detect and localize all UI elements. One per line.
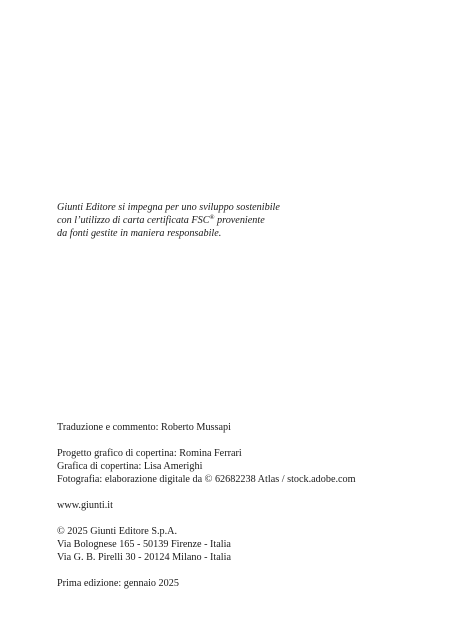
spacer [57,434,417,447]
registered-mark: ® [209,214,215,221]
fsc-sustainability-note [57,201,417,240]
cover-design-credit: Progetto grafico di copertina: Romina Ferrari [57,448,242,459]
cover-graphics-credit: Grafica di copertina: Lisa Amerighi [57,461,203,472]
fsc-note-line-2-end: proveniente [214,215,265,226]
website-text: www.giunti.it [57,500,113,511]
website [57,499,417,512]
fsc-note-line-2 [57,214,417,227]
edition-info [57,577,417,590]
credits-block [57,421,417,590]
spacer [57,486,417,499]
translation-credit-text: Traduzione e commento: Roberto Mussapi [57,422,231,433]
spacer [57,564,417,577]
address-florence: Via Bolognese 165 - 50139 Firenze - Italia [57,539,231,550]
edition-text: Prima edizione: gennaio 2025 [57,578,179,589]
fsc-note-line-1: Giunti Editore si impegna per uno sviluppo sostenibile [57,202,280,213]
fsc-note-line-3: da fonti gestite in maniera responsabile. [57,228,222,239]
publisher-info [57,525,417,564]
spacer [57,512,417,525]
cover-credits [57,447,417,486]
fsc-note-line-2-text: con l’utilizzo di carta certificata FSC [57,215,210,226]
copyright-line: © 2025 Giunti Editore S.p.A. [57,526,178,537]
address-milan: Via G. B. Pirelli 30 - 20124 Milano - Italia [57,552,231,563]
photography-credit: Fotografia: elaborazione digitale da © 62682238 Atlas / stock.adobe.com [57,474,356,485]
translation-credit [57,421,417,434]
